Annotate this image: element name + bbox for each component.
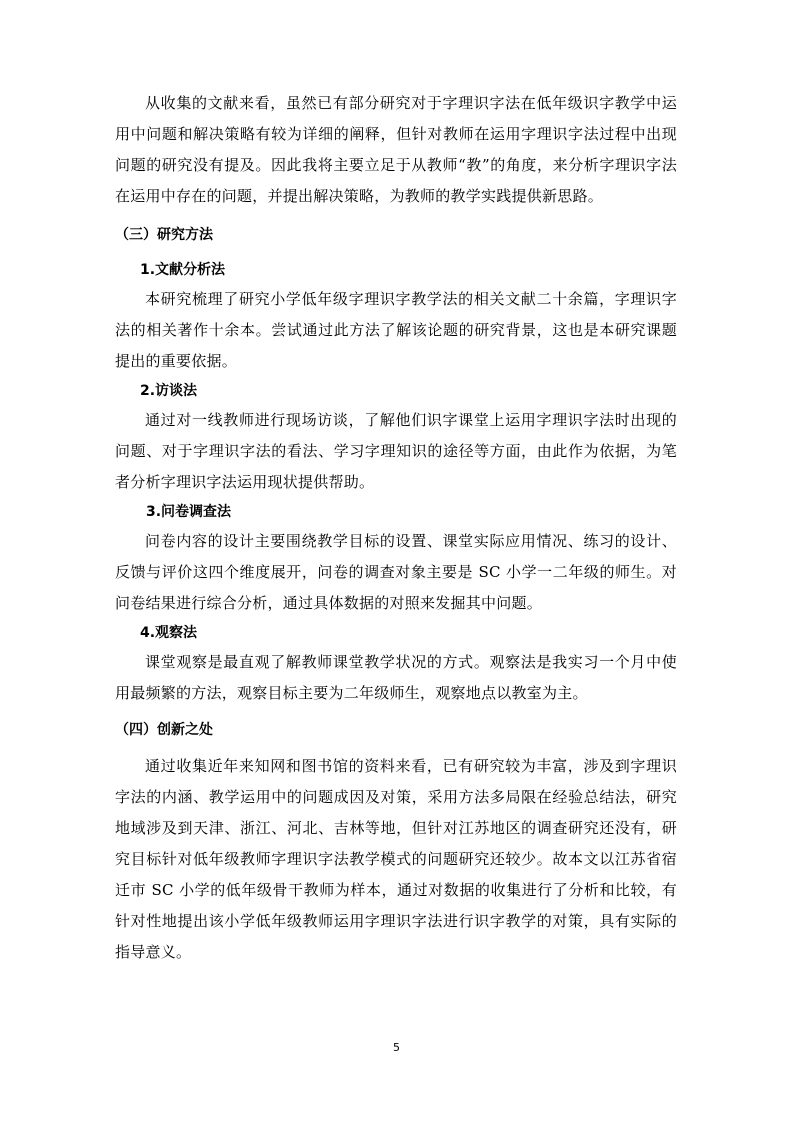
page-number: 5 [393,1041,400,1054]
method-heading-questionnaire: 3.问卷调查法 [146,504,232,520]
method-paragraph-interview: 通过对一线教师进行现场访谈，了解他们识字课堂上运用字理识字法时出现的问题、对于字理识字法的看法、学习字理知识的途径等方面，由此作为依据，为笔者分析字理识字法运用现状提供帮助。 [115,411,677,491]
method-paragraph-questionnaire: 问卷内容的设计主要围绕教学目标的设置、课堂实际应用情况、练习的设计、反馈与评价这四个维度展开，问卷的调查对象主要是 SC 小学一二年级的师生。对问卷结果进行综合分析，通过具体数据的对照来发掘其中问题。 [115,532,677,612]
method-heading-interview: 2.访谈法 [140,383,198,399]
intro-paragraph: 从收集的文献来看，虽然已有部分研究对于字理识字法在低年级识字教学中运用中问题和解决策略有较为详细的阐释，但针对教师在运用字理识字法过程中出现问题的研究没有提及。因此我将主要立足于从教师“教”的角度，来分析字理识字法在运用中存在的问题，并提出解决策略，为教师的教学实践提供新思路。 [115,94,677,205]
method-paragraph-literature-analysis: 本研究梳理了研究小学低年级字理识字教学法的相关文献二十余篇，字理识字法的相关著作十余本。尝试通过此方法了解该论题的研究背景，这也是本研究课题提出的重要依据。 [115,290,677,370]
method-paragraph-observation: 课堂观察是最直观了解教师课堂教学状况的方式。观察法是我实习一个月中使用最频繁的方法，观察目标主要为二年级师生，观察地点以教室为主。 [115,653,677,702]
page-body [115,88,677,968]
method-heading-observation: 4.观察法 [140,625,198,641]
section-heading-research-methods: （三）研究方法 [115,227,213,243]
section-heading-innovation: （四）创新之处 [115,722,213,738]
method-heading-literature-analysis: 1.文献分析法 [140,262,226,278]
innovation-paragraph: 通过收集近年来知网和图书馆的资料来看，已有研究较为丰富，涉及到字理识字法的内涵、教学运用中的问题成因及对策，采用方法多局限在经验总结法，研究地域涉及到天津、浙江、河北、吉林等地，但针对江苏地区的调查研究还没有，研究目标针对低年级教师字理识字法教学模式的问题研究还较少。故本文以江苏省宿迁市 SC 小学的低年级骨干教师为样本，通过对数据的收集进行了分析和比较，有针对性地提出该小学低年级教师运用字理识字法进行识字教学的对策，具有实际的指导意义。 [115,757,677,961]
